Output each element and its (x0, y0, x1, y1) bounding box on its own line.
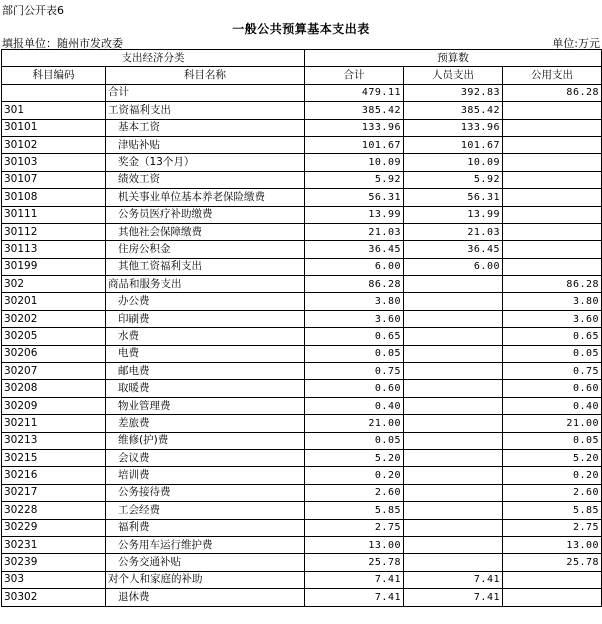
cell-public (503, 189, 602, 206)
cell-public: 5.20 (503, 449, 602, 466)
cell-code: 30112 (2, 223, 106, 240)
cell-total: 3.60 (305, 310, 404, 327)
table-row (2, 136, 602, 153)
table-row (2, 345, 602, 362)
header-personnel: 人员支出 (404, 67, 503, 84)
table-row (2, 310, 602, 327)
cell-code: 301 (2, 102, 106, 119)
cell-name: 培训费 (106, 467, 305, 484)
cell-total: 13.99 (305, 206, 404, 223)
table-row (2, 154, 602, 171)
table-row (2, 241, 602, 258)
cell-personnel: 101.67 (404, 136, 503, 153)
cell-personnel: 6.00 (404, 258, 503, 275)
cell-total: 5.85 (305, 502, 404, 519)
cell-public: 2.60 (503, 484, 602, 501)
cell-personnel (404, 554, 503, 571)
cell-personnel (404, 484, 503, 501)
cell-name: 绩效工资 (106, 171, 305, 188)
cell-personnel (404, 310, 503, 327)
cell-public: 3.60 (503, 310, 602, 327)
cell-name: 退休费 (106, 589, 305, 606)
cell-public: 5.85 (503, 502, 602, 519)
cell-total: 6.00 (305, 258, 404, 275)
cell-code: 30239 (2, 554, 106, 571)
cell-code: 30207 (2, 363, 106, 380)
cell-public (503, 241, 602, 258)
table-row (2, 571, 602, 588)
cell-total: 10.09 (305, 154, 404, 171)
table-row (2, 293, 602, 310)
cell-code: 30217 (2, 484, 106, 501)
doc-label: 部门公开表6 (2, 4, 64, 17)
cell-total: 101.67 (305, 136, 404, 153)
cell-code: 30208 (2, 380, 106, 397)
cell-public: 2.75 (503, 519, 602, 536)
header-econ-class: 支出经济分类 (2, 50, 305, 67)
cell-code: 30103 (2, 154, 106, 171)
cell-name: 福利费 (106, 519, 305, 536)
cell-name: 公务用车运行维护费 (106, 536, 305, 553)
cell-public: 21.00 (503, 415, 602, 432)
cell-code: 30202 (2, 310, 106, 327)
cell-code: 30211 (2, 415, 106, 432)
cell-total: 0.05 (305, 345, 404, 362)
cell-personnel (404, 345, 503, 362)
table-row (2, 119, 602, 136)
cell-code: 30213 (2, 432, 106, 449)
header-code: 科目编码 (2, 67, 106, 84)
cell-public: 13.00 (503, 536, 602, 553)
reporting-unit: 填报单位：随州市发改委 (2, 37, 123, 50)
cell-total: 5.92 (305, 171, 404, 188)
table-row (2, 363, 602, 380)
cell-name: 差旅费 (106, 415, 305, 432)
cell-personnel (404, 363, 503, 380)
cell-personnel: 5.92 (404, 171, 503, 188)
cell-total: 86.28 (305, 276, 404, 293)
cell-name: 对个人和家庭的补助 (106, 571, 305, 588)
cell-total: 21.03 (305, 223, 404, 240)
table-row (2, 380, 602, 397)
cell-personnel: 13.99 (404, 206, 503, 223)
cell-public (503, 136, 602, 153)
header-public: 公用支出 (503, 67, 602, 84)
cell-name: 津贴补贴 (106, 136, 305, 153)
cell-total: 25.78 (305, 554, 404, 571)
cell-personnel: 21.03 (404, 223, 503, 240)
cell-public (503, 258, 602, 275)
cell-total: 0.20 (305, 467, 404, 484)
cell-name: 工资福利支出 (106, 102, 305, 119)
cell-public: 0.65 (503, 328, 602, 345)
cell-name: 其他社会保障缴费 (106, 223, 305, 240)
cell-total: 7.41 (305, 571, 404, 588)
cell-total: 385.42 (305, 102, 404, 119)
table-row (2, 206, 602, 223)
cell-code: 30209 (2, 397, 106, 414)
header-row-top (2, 50, 602, 67)
table-row (2, 519, 602, 536)
cell-name: 取暖费 (106, 380, 305, 397)
cell-public: 25.78 (503, 554, 602, 571)
cell-personnel (404, 276, 503, 293)
cell-name: 工会经费 (106, 502, 305, 519)
table-row (2, 589, 602, 606)
budget-body (2, 84, 602, 606)
cell-public (503, 206, 602, 223)
cell-public: 0.20 (503, 467, 602, 484)
cell-total: 2.75 (305, 519, 404, 536)
cell-personnel (404, 467, 503, 484)
cell-personnel (404, 519, 503, 536)
table-row (2, 171, 602, 188)
cell-code: 30228 (2, 502, 106, 519)
cell-total: 5.20 (305, 449, 404, 466)
cell-personnel (404, 536, 503, 553)
cell-total: 0.05 (305, 432, 404, 449)
cell-personnel (404, 293, 503, 310)
table-row (2, 276, 602, 293)
cell-public: 3.80 (503, 293, 602, 310)
cell-code (2, 84, 106, 101)
cell-total: 0.40 (305, 397, 404, 414)
cell-name: 维修(护)费 (106, 432, 305, 449)
cell-public (503, 102, 602, 119)
cell-code: 30216 (2, 467, 106, 484)
cell-personnel: 133.96 (404, 119, 503, 136)
cell-personnel (404, 380, 503, 397)
cell-public: 86.28 (503, 84, 602, 101)
table-row (2, 189, 602, 206)
table-row (2, 328, 602, 345)
table-row (2, 432, 602, 449)
cell-name: 基本工资 (106, 119, 305, 136)
cell-personnel (404, 397, 503, 414)
cell-personnel: 7.41 (404, 571, 503, 588)
cell-total: 0.60 (305, 380, 404, 397)
header-name: 科目名称 (106, 67, 305, 84)
cell-code: 30201 (2, 293, 106, 310)
cell-total: 479.11 (305, 84, 404, 101)
table-row (2, 415, 602, 432)
cell-code: 30302 (2, 589, 106, 606)
cell-name: 物业管理费 (106, 397, 305, 414)
cell-public: 0.05 (503, 345, 602, 362)
header-row-bottom (2, 67, 602, 84)
cell-personnel: 56.31 (404, 189, 503, 206)
cell-code: 302 (2, 276, 106, 293)
cell-name: 住房公积金 (106, 241, 305, 258)
cell-code: 30206 (2, 345, 106, 362)
header-total: 合计 (305, 67, 404, 84)
cell-public: 86.28 (503, 276, 602, 293)
cell-name: 奖金（13个月） (106, 154, 305, 171)
cell-name: 印刷费 (106, 310, 305, 327)
cell-name: 其他工资福利支出 (106, 258, 305, 275)
table-row (2, 536, 602, 553)
table-row (2, 449, 602, 466)
cell-name: 电费 (106, 345, 305, 362)
cell-public: 0.75 (503, 363, 602, 380)
table-title: 一般公共预算基本支出表 (232, 22, 370, 36)
cell-total: 0.65 (305, 328, 404, 345)
cell-code: 30101 (2, 119, 106, 136)
table-row (2, 84, 602, 101)
cell-public (503, 589, 602, 606)
cell-public (503, 171, 602, 188)
cell-total: 56.31 (305, 189, 404, 206)
cell-name: 公务交通补贴 (106, 554, 305, 571)
unit-row (2, 35, 600, 49)
header-budget: 预算数 (305, 50, 602, 67)
cell-code: 30229 (2, 519, 106, 536)
cell-total: 36.45 (305, 241, 404, 258)
cell-name: 办公费 (106, 293, 305, 310)
cell-total: 0.75 (305, 363, 404, 380)
cell-personnel: 10.09 (404, 154, 503, 171)
budget-table (1, 49, 602, 607)
cell-public (503, 223, 602, 240)
cell-public (503, 119, 602, 136)
cell-personnel: 392.83 (404, 84, 503, 101)
cell-personnel: 36.45 (404, 241, 503, 258)
cell-name: 合计 (106, 84, 305, 101)
cell-personnel (404, 449, 503, 466)
table-row (2, 502, 602, 519)
cell-total: 13.00 (305, 536, 404, 553)
table-row (2, 258, 602, 275)
cell-code: 30215 (2, 449, 106, 466)
cell-name: 邮电费 (106, 363, 305, 380)
cell-public (503, 154, 602, 171)
cell-name: 公务员医疗补助缴费 (106, 206, 305, 223)
cell-personnel: 385.42 (404, 102, 503, 119)
cell-personnel: 7.41 (404, 589, 503, 606)
cell-code: 30205 (2, 328, 106, 345)
cell-public: 0.60 (503, 380, 602, 397)
cell-code: 30199 (2, 258, 106, 275)
cell-personnel (404, 432, 503, 449)
cell-name: 会议费 (106, 449, 305, 466)
cell-code: 303 (2, 571, 106, 588)
cell-code: 30231 (2, 536, 106, 553)
cell-total: 21.00 (305, 415, 404, 432)
table-row (2, 102, 602, 119)
cell-name: 商品和服务支出 (106, 276, 305, 293)
cell-code: 30107 (2, 171, 106, 188)
currency-unit: 单位:万元 (552, 37, 600, 50)
table-row (2, 554, 602, 571)
cell-total: 3.80 (305, 293, 404, 310)
cell-name: 水费 (106, 328, 305, 345)
cell-public: 0.40 (503, 397, 602, 414)
cell-name: 公务接待费 (106, 484, 305, 501)
table-row (2, 223, 602, 240)
cell-total: 133.96 (305, 119, 404, 136)
cell-code: 30108 (2, 189, 106, 206)
cell-code: 30102 (2, 136, 106, 153)
cell-code: 30111 (2, 206, 106, 223)
table-row (2, 467, 602, 484)
cell-name: 机关事业单位基本养老保险缴费 (106, 189, 305, 206)
table-row (2, 484, 602, 501)
table-row (2, 397, 602, 414)
cell-total: 2.60 (305, 484, 404, 501)
cell-code: 30113 (2, 241, 106, 258)
cell-total: 7.41 (305, 589, 404, 606)
cell-personnel (404, 328, 503, 345)
cell-public (503, 571, 602, 588)
cell-personnel (404, 502, 503, 519)
cell-public: 0.05 (503, 432, 602, 449)
cell-personnel (404, 415, 503, 432)
